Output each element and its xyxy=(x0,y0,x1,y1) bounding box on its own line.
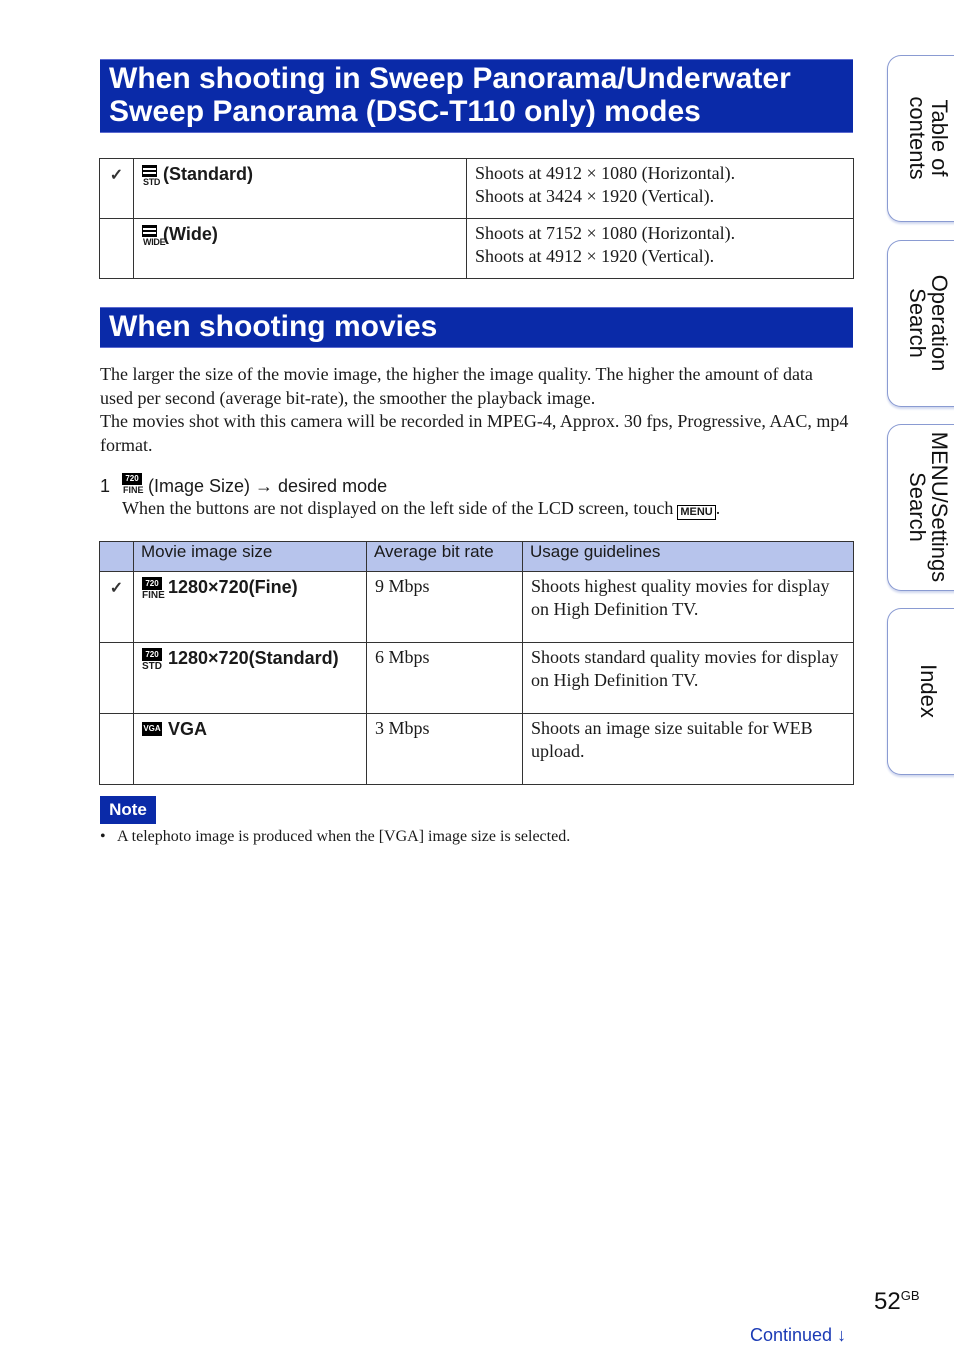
recommended-cell xyxy=(100,219,134,279)
movie-size-table xyxy=(99,541,854,785)
check-icon: ✓ xyxy=(109,167,124,184)
usage-cell: Shoots standard quality movies for display on High Definition TV. xyxy=(523,643,854,714)
recommended-cell xyxy=(100,714,134,785)
column-header: Usage guidelines xyxy=(523,542,854,572)
mode-cell xyxy=(134,714,367,785)
tab-label: Search xyxy=(905,288,930,358)
recommended-cell xyxy=(100,643,134,714)
tab-label: Index xyxy=(916,664,941,718)
description-line: Shoots at 4912 × 1080 (Horizontal). xyxy=(475,163,736,183)
mode-label: VGA xyxy=(168,719,208,739)
mode-label: 1280×720(Fine) xyxy=(168,577,298,597)
step-subtext-line: When the buttons are not displayed on the left side of the LCD screen, touch xyxy=(122,498,674,518)
column-header: Average bit rate xyxy=(367,542,523,572)
usage-cell: Shoots highest quality movies for display on High Definition TV. xyxy=(523,572,854,643)
movie-720-fine-icon: 720 FINE xyxy=(142,579,165,601)
tab-table-of-contents[interactable] xyxy=(887,55,954,222)
table-row xyxy=(100,219,854,279)
menu-icon[interactable]: MENU xyxy=(677,505,715,520)
tab-label: MENU/Settings xyxy=(927,431,952,583)
mode-cell xyxy=(134,159,467,219)
mode-label: (Standard) xyxy=(163,164,253,184)
mode-label: 1280×720(Standard) xyxy=(168,648,339,668)
usage-cell: Shoots an image size suitable for WEB upload. xyxy=(523,714,854,785)
tab-operation-search[interactable] xyxy=(887,240,954,407)
header-blank xyxy=(100,542,134,572)
tab-label: contents xyxy=(905,96,930,180)
step-subtext: When the buttons are not displayed on the left side of the LCD screen, touch MENU . xyxy=(122,498,721,518)
tab-menu-settings-search[interactable] xyxy=(887,424,954,591)
table-row xyxy=(100,643,854,714)
movie-intro-paragraph xyxy=(100,363,850,457)
sweep-panorama-table xyxy=(99,158,854,279)
table-row xyxy=(100,159,854,219)
bit-rate-cell: 9 Mbps xyxy=(367,572,523,643)
description-cell xyxy=(467,159,854,219)
page-suffix: GB xyxy=(900,1288,920,1303)
description-line: Shoots at 3424 × 1920 (Vertical). xyxy=(475,186,715,206)
recommended-cell xyxy=(100,159,134,219)
bit-rate-cell: 6 Mbps xyxy=(367,643,523,714)
step-text: (Image Size) → desired mode xyxy=(148,476,388,496)
note-label: Note xyxy=(100,796,156,824)
step-1 xyxy=(100,473,387,497)
continued-link[interactable]: Continued ↓ xyxy=(750,1325,847,1345)
bit-rate-cell: 3 Mbps xyxy=(367,714,523,785)
image-size-icon[interactable]: 720 FINE xyxy=(123,474,144,495)
table-header-row xyxy=(100,542,854,572)
sweep-panorama-heading xyxy=(100,59,853,133)
movies-heading: When shooting movies xyxy=(100,307,853,348)
table-row xyxy=(100,714,854,785)
sweep-heading-line2: Sweep Panorama (DSC-T110 only) modes xyxy=(109,95,701,128)
mode-cell xyxy=(134,219,467,279)
check-icon: ✓ xyxy=(109,580,124,597)
mode-cell xyxy=(134,643,367,714)
panorama-wide-icon: WIDE xyxy=(142,224,157,248)
mode-cell xyxy=(134,572,367,643)
movie-vga-icon: VGA xyxy=(142,722,162,736)
sweep-heading-line1: When shooting in Sweep Panorama/Underwater xyxy=(109,62,791,95)
movie-720-standard-icon: 720 STD xyxy=(142,650,162,672)
panorama-standard-icon: STD xyxy=(142,164,157,188)
mode-label: (Wide) xyxy=(163,224,218,244)
description-cell xyxy=(467,219,854,279)
tab-label: Search xyxy=(905,472,930,542)
page-number: $52^{GB}$ xyxy=(874,1288,920,1315)
note-bullet xyxy=(100,828,570,846)
note-text: A telephoto image is produced when the [VGA] image size is selected. xyxy=(117,828,571,845)
column-header: Movie image size xyxy=(134,542,367,572)
paragraph-line: The movies shot with this camera will be recorded in MPEG-4, Approx. 30 fps, Progressive, AAC, mp4 format. xyxy=(100,411,849,455)
recommended-cell xyxy=(100,572,134,643)
paragraph-line: The larger the size of the movie image, the higher the image quality. The higher the amount of data used per second (average bit-rate), the smoother the playback image. xyxy=(100,364,813,408)
tab-label: Operation xyxy=(927,274,952,372)
tab-label: Table of xyxy=(927,99,952,177)
tab-index[interactable] xyxy=(887,608,954,775)
bullet-dot: • xyxy=(100,828,106,845)
table-row xyxy=(100,572,854,643)
step-number: 1 xyxy=(100,476,111,496)
description-line: Shoots at 7152 × 1080 (Horizontal). xyxy=(475,223,736,243)
description-line: Shoots at 4912 × 1920 (Vertical). xyxy=(475,246,715,266)
